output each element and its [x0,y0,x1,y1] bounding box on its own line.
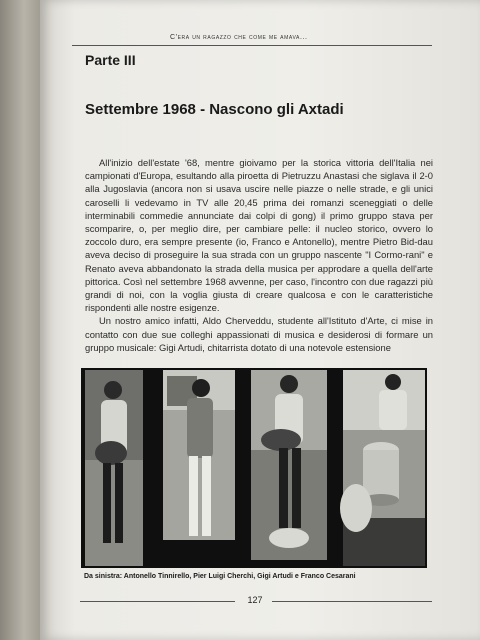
photo-guitarist-2 [251,370,327,560]
paragraph-1: All'inizio dell'estate '68, mentre gioivamo per la storica vittoria dell'Italia nei campionati d'Europa, esultando alla piroetta di Pietruzzu Anastasi che siglava il 2-0 alla Jugoslavia (ancora non si usava uscire nelle piazze o nelle strade, e gli unici caroselli li vedevamo in TV alle 20,45 prima dei romanzi sceneggiati o delle interminabili commedie annunciate dai colpi di gong) il primo gruppo stava per scomparire, o, per meglio dire, per cambiare pelle: il nucleo storico, ovvero lo zoccolo duro, era sempre presente (io, Franco e Antonello), mentre Pietro Bid-dau aveva deciso di proseguire la sua strada con un gruppo nascente "I Cormo-rani" e Renato aveva abbandonato la strada della musica per approdare a quella dell'arte pittorica. Così nel settembre 1968 avvenne, per caso, l'incontro con due ragazzi più grandi di noi, con la voglia giusta di creare qualcosa e con le caratteristiche rispondenti alle nostre esigenze. [85,157,433,314]
body-text [85,156,433,354]
chapter-title: Settembre 1968 - Nascono gli Axtadi [85,101,344,118]
facing-page-edge [0,0,40,640]
photo-guitarist-1 [85,370,143,566]
paragraph-2: Un nostro amico infatti, Aldo Cherveddu, studente all'Istituto d'Arte, ci mise in contatto con due sue colleghi appassionati di musica e desiderosi di formare un gruppo musicale: Gigi Artudi, chitarrista dotato di una notevole estensione [85,315,433,353]
footer-rule-left [80,601,235,602]
photo-caption: Da sinistra: Antonello Tinnirello, Pier Luigi Cherchi, Gigi Artudi e Franco Cesarani [84,573,356,580]
header-rule [72,45,432,46]
page-number: 127 [247,595,263,605]
band-photo-strip [81,368,427,568]
photo-drummer [340,370,425,566]
part-title: Parte III [85,52,136,68]
running-head: C'era un ragazzo che come me amava... [170,34,308,41]
footer-rule-right [272,601,432,602]
photo-standing-man [163,370,235,540]
